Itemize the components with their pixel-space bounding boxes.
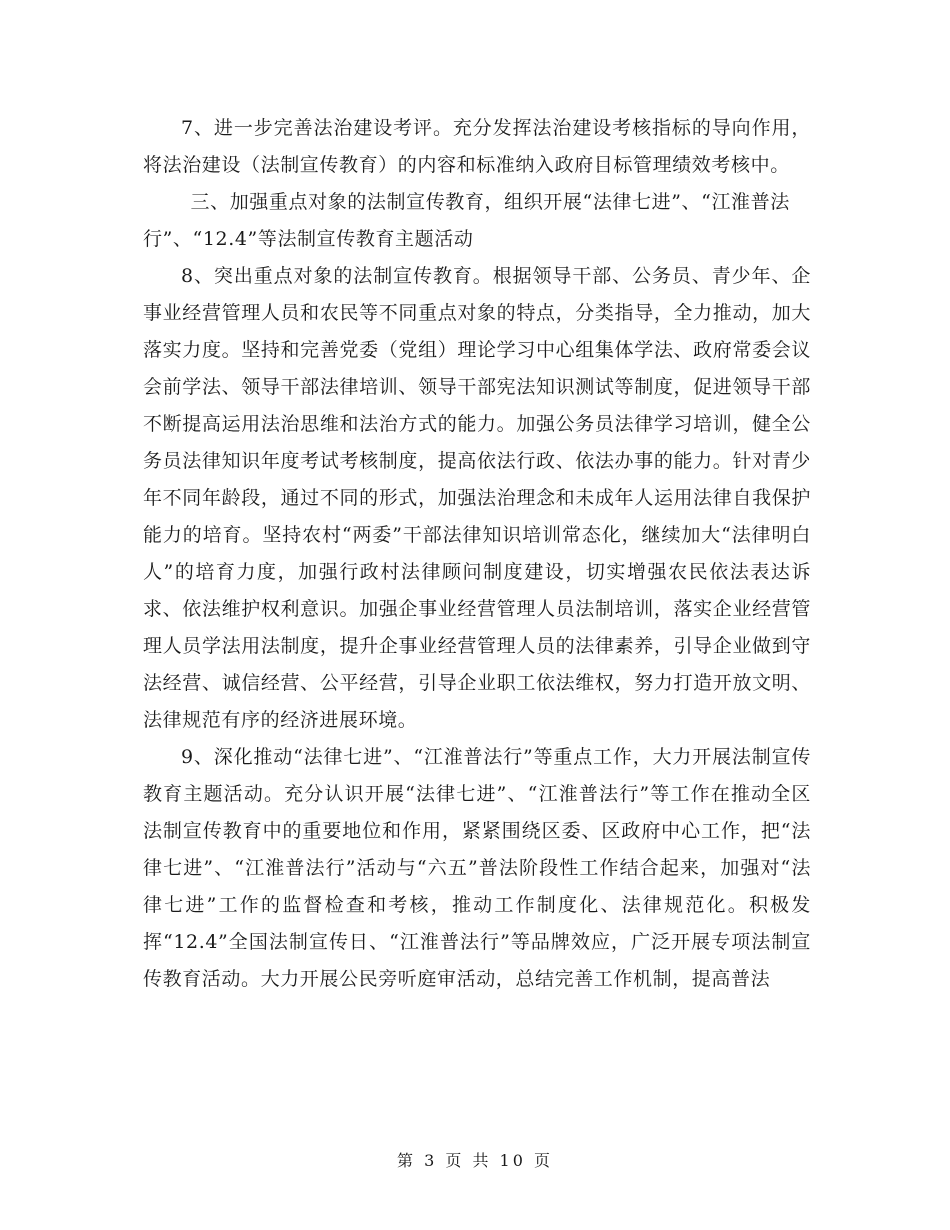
page-number-footer: 第 3 页 共 10 页 <box>397 1151 553 1170</box>
document-body <box>143 110 811 998</box>
paragraph-item-9: 9、深化推动“法律七进”、“江淮普法行”等重点工作，大力开展法制宣传教育主题活动。充分认识开展“法律七进”、“江淮普法行”等工作在推动全区法制宣传教育中的重要地位和作用，紧紧围绕区委、区政府中心工作，把“法律七进”、“江淮普法行”活动与“六五”普法阶段性工作结合起来，加强对“法律七进”工作的监督检查和考核，推动工作制度化、法律规范化。积极发挥“12.4”全国法制宣传日、“江淮普法行”等品牌效应，广泛开展专项法制宣传教育活动。大力开展公民旁听庭审活动，总结完善工作机制，提高普法 <box>143 746 811 990</box>
section-heading-3: 三、加强重点对象的法制宣传教育，组织开展“法律七进”、“江淮普法行”、“12.4”等法制宣传教育主题活动 <box>143 191 790 250</box>
paragraph-item-7: 7、进一步完善法治建设考评。充分发挥法治建设考核指标的导向作用，将法治建设（法制宣传教育）的内容和标准纳入政府目标管理绩效考核中。 <box>143 117 811 176</box>
paragraph-item-8: 8、突出重点对象的法制宣传教育。根据领导干部、公务员、青少年、企事业经营管理人员和农民等不同重点对象的特点，分类指导，全力推动，加大落实力度。坚持和完善党委（党组）理论学习中心组集体学法、政府常委会议会前学法、领导干部法律培训、领导干部宪法知识测试等制度，促进领导干部不断提高运用法治思维和法治方式的能力。加强公务员法律学习培训，健全公务员法律知识年度考试考核制度，提高依法行政、依法办事的能力。针对青少年不同年龄段，通过不同的形式，加强法治理念和未成年人运用法律自我保护能力的培育。坚持农村“两委”干部法律知识培训常态化，继续加大“法律明白人”的培育力度，加强行政村法律顾问制度建设，切实增强农民依法表达诉求、依法维护权利意识。加强企事业经营管理人员法制培训，落实企业经营管理人员学法用法制度，提升企事业经营管理人员的法律素养，引导企业做到守法经营、诚信经营、公平经营，引导企业职工依法维权，努力打造开放文明、法律规范有序的经济进展环境。 <box>143 265 811 731</box>
